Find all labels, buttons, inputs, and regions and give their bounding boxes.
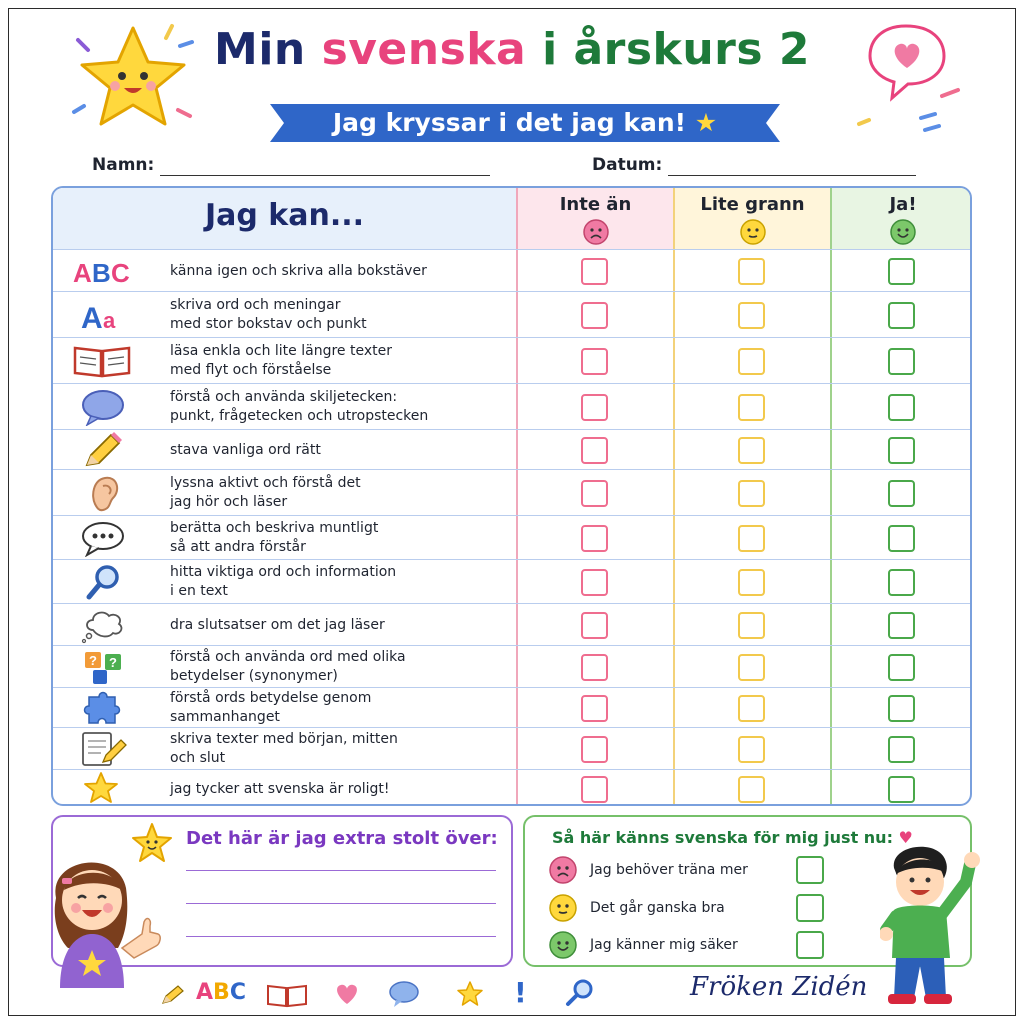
pencil-icon — [71, 431, 133, 469]
checkbox-yes[interactable] — [888, 480, 915, 507]
checkbox-a-little[interactable] — [738, 394, 765, 421]
capital-letters-icon — [71, 296, 133, 334]
exclamation-icon: ! — [514, 976, 527, 1009]
happy-face-icon — [548, 930, 578, 960]
abc-letters-icon — [71, 252, 133, 290]
feelings-title: Så här känns svenska för mig just nu: ♥ — [552, 828, 913, 847]
checkbox-yes[interactable] — [888, 348, 915, 375]
abc-deco: ABC — [196, 980, 246, 1005]
writing-paper-icon — [71, 730, 133, 768]
checkbox-a-little[interactable] — [738, 654, 765, 681]
heart-icon — [334, 982, 360, 1006]
magnifier-icon — [564, 978, 596, 1008]
feeling-checkbox[interactable] — [796, 931, 824, 959]
skill-text: skriva ord och meningar med stor bokstav och punkt — [170, 297, 367, 332]
checkbox-not-yet[interactable] — [581, 654, 608, 681]
checkbox-yes[interactable] — [888, 302, 915, 329]
skill-row — [53, 469, 972, 515]
open-book-icon — [266, 982, 308, 1008]
column-header-not-yet — [516, 188, 673, 249]
checkbox-yes[interactable] — [888, 695, 915, 722]
confetti-icon — [855, 110, 945, 140]
checkbox-a-little[interactable] — [738, 480, 765, 507]
skill-row — [53, 515, 972, 559]
skills-column-header — [53, 188, 516, 249]
skills-heading: Jag kan... — [204, 198, 365, 233]
sad-face-icon — [548, 855, 578, 885]
chat-dots-icon — [71, 519, 133, 557]
checkbox-yes[interactable] — [888, 776, 915, 803]
question-blocks-icon — [71, 648, 133, 686]
proud-write-line[interactable] — [186, 936, 496, 937]
puzzle-icon — [71, 689, 133, 727]
open-book-icon — [71, 342, 133, 380]
date-label: Datum: — [592, 155, 663, 175]
proud-write-line[interactable] — [186, 903, 496, 904]
checkbox-a-little[interactable] — [738, 569, 765, 596]
skill-row — [53, 337, 972, 383]
checkbox-not-yet[interactable] — [581, 695, 608, 722]
skill-text: förstå ords betydelse genom sammanhanget — [170, 690, 372, 725]
svg-text:A: A — [73, 258, 92, 288]
checkbox-yes[interactable] — [888, 736, 915, 763]
svg-text:?: ? — [89, 653, 97, 668]
subtitle-banner: Jag kryssar i det jag kan! ★ — [332, 108, 718, 137]
svg-text:C: C — [111, 258, 130, 288]
neutral-face-icon — [739, 218, 767, 246]
svg-text:B: B — [92, 258, 111, 288]
skill-row — [53, 687, 972, 727]
feeling-checkbox[interactable] — [796, 894, 824, 922]
checkbox-not-yet[interactable] — [581, 569, 608, 596]
star-icon — [456, 980, 484, 1008]
signature: Fröken Zidén — [690, 972, 868, 1002]
column-label: Ja! — [889, 194, 917, 215]
skill-text: berätta och beskriva muntligt så att andra förstår — [170, 520, 379, 555]
svg-text:?: ? — [109, 655, 117, 670]
skill-text: dra slutsatser om det jag läser — [170, 616, 385, 633]
feeling-checkbox[interactable] — [796, 856, 824, 884]
skill-row — [53, 383, 972, 429]
checkbox-not-yet[interactable] — [581, 525, 608, 552]
thought-cloud-icon — [71, 606, 133, 644]
checkbox-a-little[interactable] — [738, 525, 765, 552]
checkbox-a-little[interactable] — [738, 437, 765, 464]
skill-row — [53, 727, 972, 769]
feeling-option-label: Jag känner mig säker — [590, 937, 738, 953]
checkbox-not-yet[interactable] — [581, 302, 608, 329]
name-label: Namn: — [92, 155, 155, 175]
page-title: Min svenska i årskurs 2 — [214, 24, 810, 75]
checkbox-yes[interactable] — [888, 525, 915, 552]
feeling-option-label: Det går ganska bra — [590, 900, 725, 916]
checkbox-yes[interactable] — [888, 258, 915, 285]
proud-title: Det här är jag extra stolt över: — [186, 828, 498, 849]
checkbox-yes[interactable] — [888, 569, 915, 596]
proud-write-line[interactable] — [186, 870, 496, 871]
svg-text:A: A — [81, 302, 103, 334]
skill-row — [53, 603, 972, 645]
checkbox-yes[interactable] — [888, 437, 915, 464]
checkbox-not-yet[interactable] — [581, 348, 608, 375]
column-header-a-little — [673, 188, 830, 249]
star-icon — [71, 770, 133, 806]
checkbox-not-yet[interactable] — [581, 394, 608, 421]
checkbox-a-little[interactable] — [738, 258, 765, 285]
column-label: Lite grann — [700, 194, 805, 215]
checkbox-yes[interactable] — [888, 394, 915, 421]
checkbox-a-little[interactable] — [738, 348, 765, 375]
checkbox-yes[interactable] — [888, 612, 915, 639]
skill-row — [53, 249, 972, 291]
checkbox-yes[interactable] — [888, 654, 915, 681]
checkbox-not-yet[interactable] — [581, 480, 608, 507]
speech-bubble-icon — [71, 388, 133, 426]
checkbox-not-yet[interactable] — [581, 437, 608, 464]
skill-text: jag tycker att svenska är roligt! — [170, 780, 390, 797]
checkbox-not-yet[interactable] — [581, 258, 608, 285]
skill-text: stava vanliga ord rätt — [170, 441, 321, 458]
girl-thumbs-up-icon — [38, 838, 173, 988]
speech-bubble-icon — [388, 980, 420, 1008]
skill-row — [53, 291, 972, 337]
checkbox-not-yet[interactable] — [581, 736, 608, 763]
magnifier-icon — [71, 563, 133, 601]
skill-text: skriva texter med början, mitten och slut — [170, 731, 398, 766]
column-header-yes — [830, 188, 972, 249]
checkbox-not-yet[interactable] — [581, 612, 608, 639]
skill-row — [53, 645, 972, 687]
heart-icon: ♥ — [898, 828, 913, 847]
neutral-face-icon — [548, 893, 578, 923]
skills-table — [51, 186, 972, 806]
skill-text: förstå och använda skiljetecken: punkt, frågetecken och utropstecken — [170, 389, 429, 424]
checkbox-a-little[interactable] — [738, 302, 765, 329]
pencil-icon — [160, 984, 186, 1006]
checkbox-not-yet[interactable] — [581, 776, 608, 803]
small-star-icon: ★ — [694, 108, 718, 137]
skill-text: läsa enkla och lite längre texter med flyt och förståelse — [170, 343, 392, 378]
skill-row — [53, 769, 972, 806]
boy-cheering-icon — [880, 838, 990, 1010]
skill-row — [53, 429, 972, 469]
date-field[interactable] — [668, 175, 916, 176]
checkbox-a-little[interactable] — [738, 695, 765, 722]
checkbox-a-little[interactable] — [738, 736, 765, 763]
sad-face-icon — [582, 218, 610, 246]
ear-icon — [71, 474, 133, 512]
feeling-option-label: Jag behöver träna mer — [590, 862, 748, 878]
skill-text: lyssna aktivt och förstå det jag hör och läser — [170, 475, 361, 510]
skill-text: hitta viktiga ord och information i en text — [170, 564, 397, 599]
checkbox-a-little[interactable] — [738, 776, 765, 803]
happy-face-icon — [889, 218, 917, 246]
skill-text: känna igen och skriva alla bokstäver — [170, 262, 427, 279]
name-field[interactable] — [160, 175, 490, 176]
skill-row — [53, 559, 972, 603]
checkbox-a-little[interactable] — [738, 612, 765, 639]
column-label: Inte än — [559, 194, 632, 215]
svg-text:a: a — [103, 308, 116, 333]
skill-text: förstå och använda ord med olika betydelser (synonymer) — [170, 649, 406, 684]
